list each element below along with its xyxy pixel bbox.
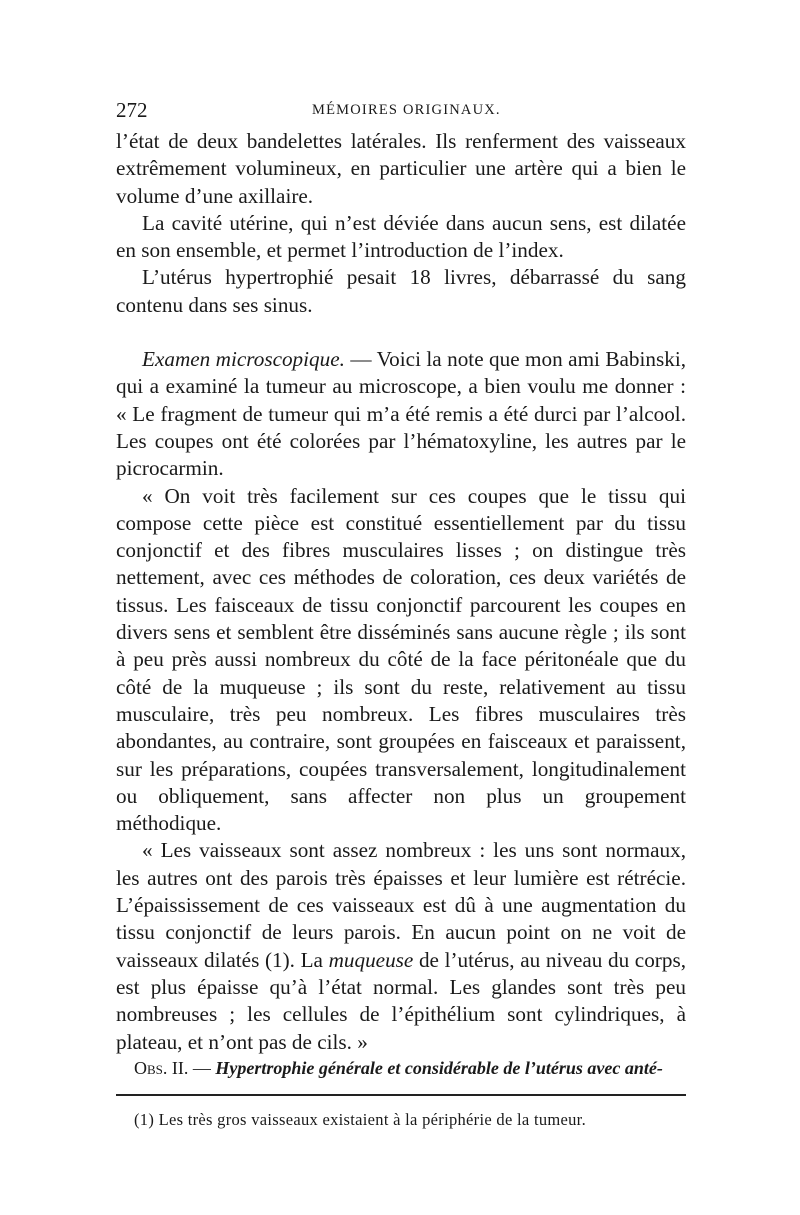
vessels-text-start: « Les vaisseaux sont assez nombreux : les uns sont normaux, les autres ont des parois très épaisses et leur lumière est rétrécie. L’épaississement de ces vaisseaux est dû à une augmentation du tissu conjonctif de leurs parois. En aucun point on ne voit de vaisseaux dilatés (1). La xyxy=(116,838,686,972)
observation-label: Obs. II. xyxy=(134,1058,189,1078)
page-header xyxy=(116,98,686,126)
vessels-text-end: de l’utérus, au niveau du corps, est plus épaisse qu’à l’état normal. Les glandes sont très peu nombreuses ; les cellules de l’épithélium sont cylindriques, à plateau, et n’ont pas de cils. » xyxy=(116,947,686,1054)
paragraph-microscopic-exam xyxy=(116,346,686,482)
observation-title: Hypertrophie générale et considérable de l’utérus avec anté- xyxy=(215,1058,663,1078)
exam-text: — Voici la note que mon ami Babinski, qui a examiné la tumeur au microscope, a bien voulu me donner : « Le fragment de tumeur qui m’a été remis a été durci par l’alcool. Les coupes ont été colorées par l’hématoxyline, les autres par le picrocarmin. xyxy=(116,347,686,481)
paragraph-quote-tissue: « On voit très facilement sur ces coupes que le tissu qui compose cette pièce est constitué essentiellement par du tissu conjonctif et des fibres musculaires lisses ; on distingue très nettement, avec ces méthodes de coloration, ces deux variétés de tissus. Les faisceaux de tissu conjonctif parcourent les coupes en divers sens et semblent être disséminés sans aucune règle ; ils sont à peu près aussi nombreux du côté de la face péritonéale que du côté de la muqueuse ; ils sont du reste, relativement au tissu musculaire, très peu nombreux. Les fibres musculaires très abondantes, au contraire, sont groupées en faisceaux et paraissent, sur les préparations, coupées transversalement, longitudinalement ou obliquement, sans affecter non plus un groupement méthodique. xyxy=(116,483,686,836)
emphasized-word: muqueuse xyxy=(328,947,414,972)
observation-heading xyxy=(134,1058,686,1079)
paragraph-uterus-weight: L’utérus hypertrophié pesait 18 livres, débarrassé du sang contenu dans ses sinus. xyxy=(116,265,686,317)
footnote-rule xyxy=(116,1094,686,1096)
paragraph-quote-vessels xyxy=(116,837,686,1055)
running-head: MÉMOIRES ORIGINAUX. xyxy=(312,102,501,118)
section-lead: Examen microscopique. xyxy=(142,347,345,372)
body-text xyxy=(116,128,686,1056)
page-number: 272 xyxy=(116,98,148,122)
paragraph-uterine-cavity: La cavité utérine, qui n’est déviée dans aucun sens, est dilatée en son ensemble, et permet l’introduction de l’index. xyxy=(116,210,686,263)
footnote: (1) Les très gros vaisseaux existaient à la périphérie de la tumeur. xyxy=(134,1110,586,1129)
paragraph-continuation: l’état de deux bandelettes latérales. Ils renferment des vaisseaux extrêmement volumineux, en particulier une artère qui a bien le volume d’une axillaire. xyxy=(116,129,686,208)
observation-dash: — xyxy=(188,1058,216,1078)
